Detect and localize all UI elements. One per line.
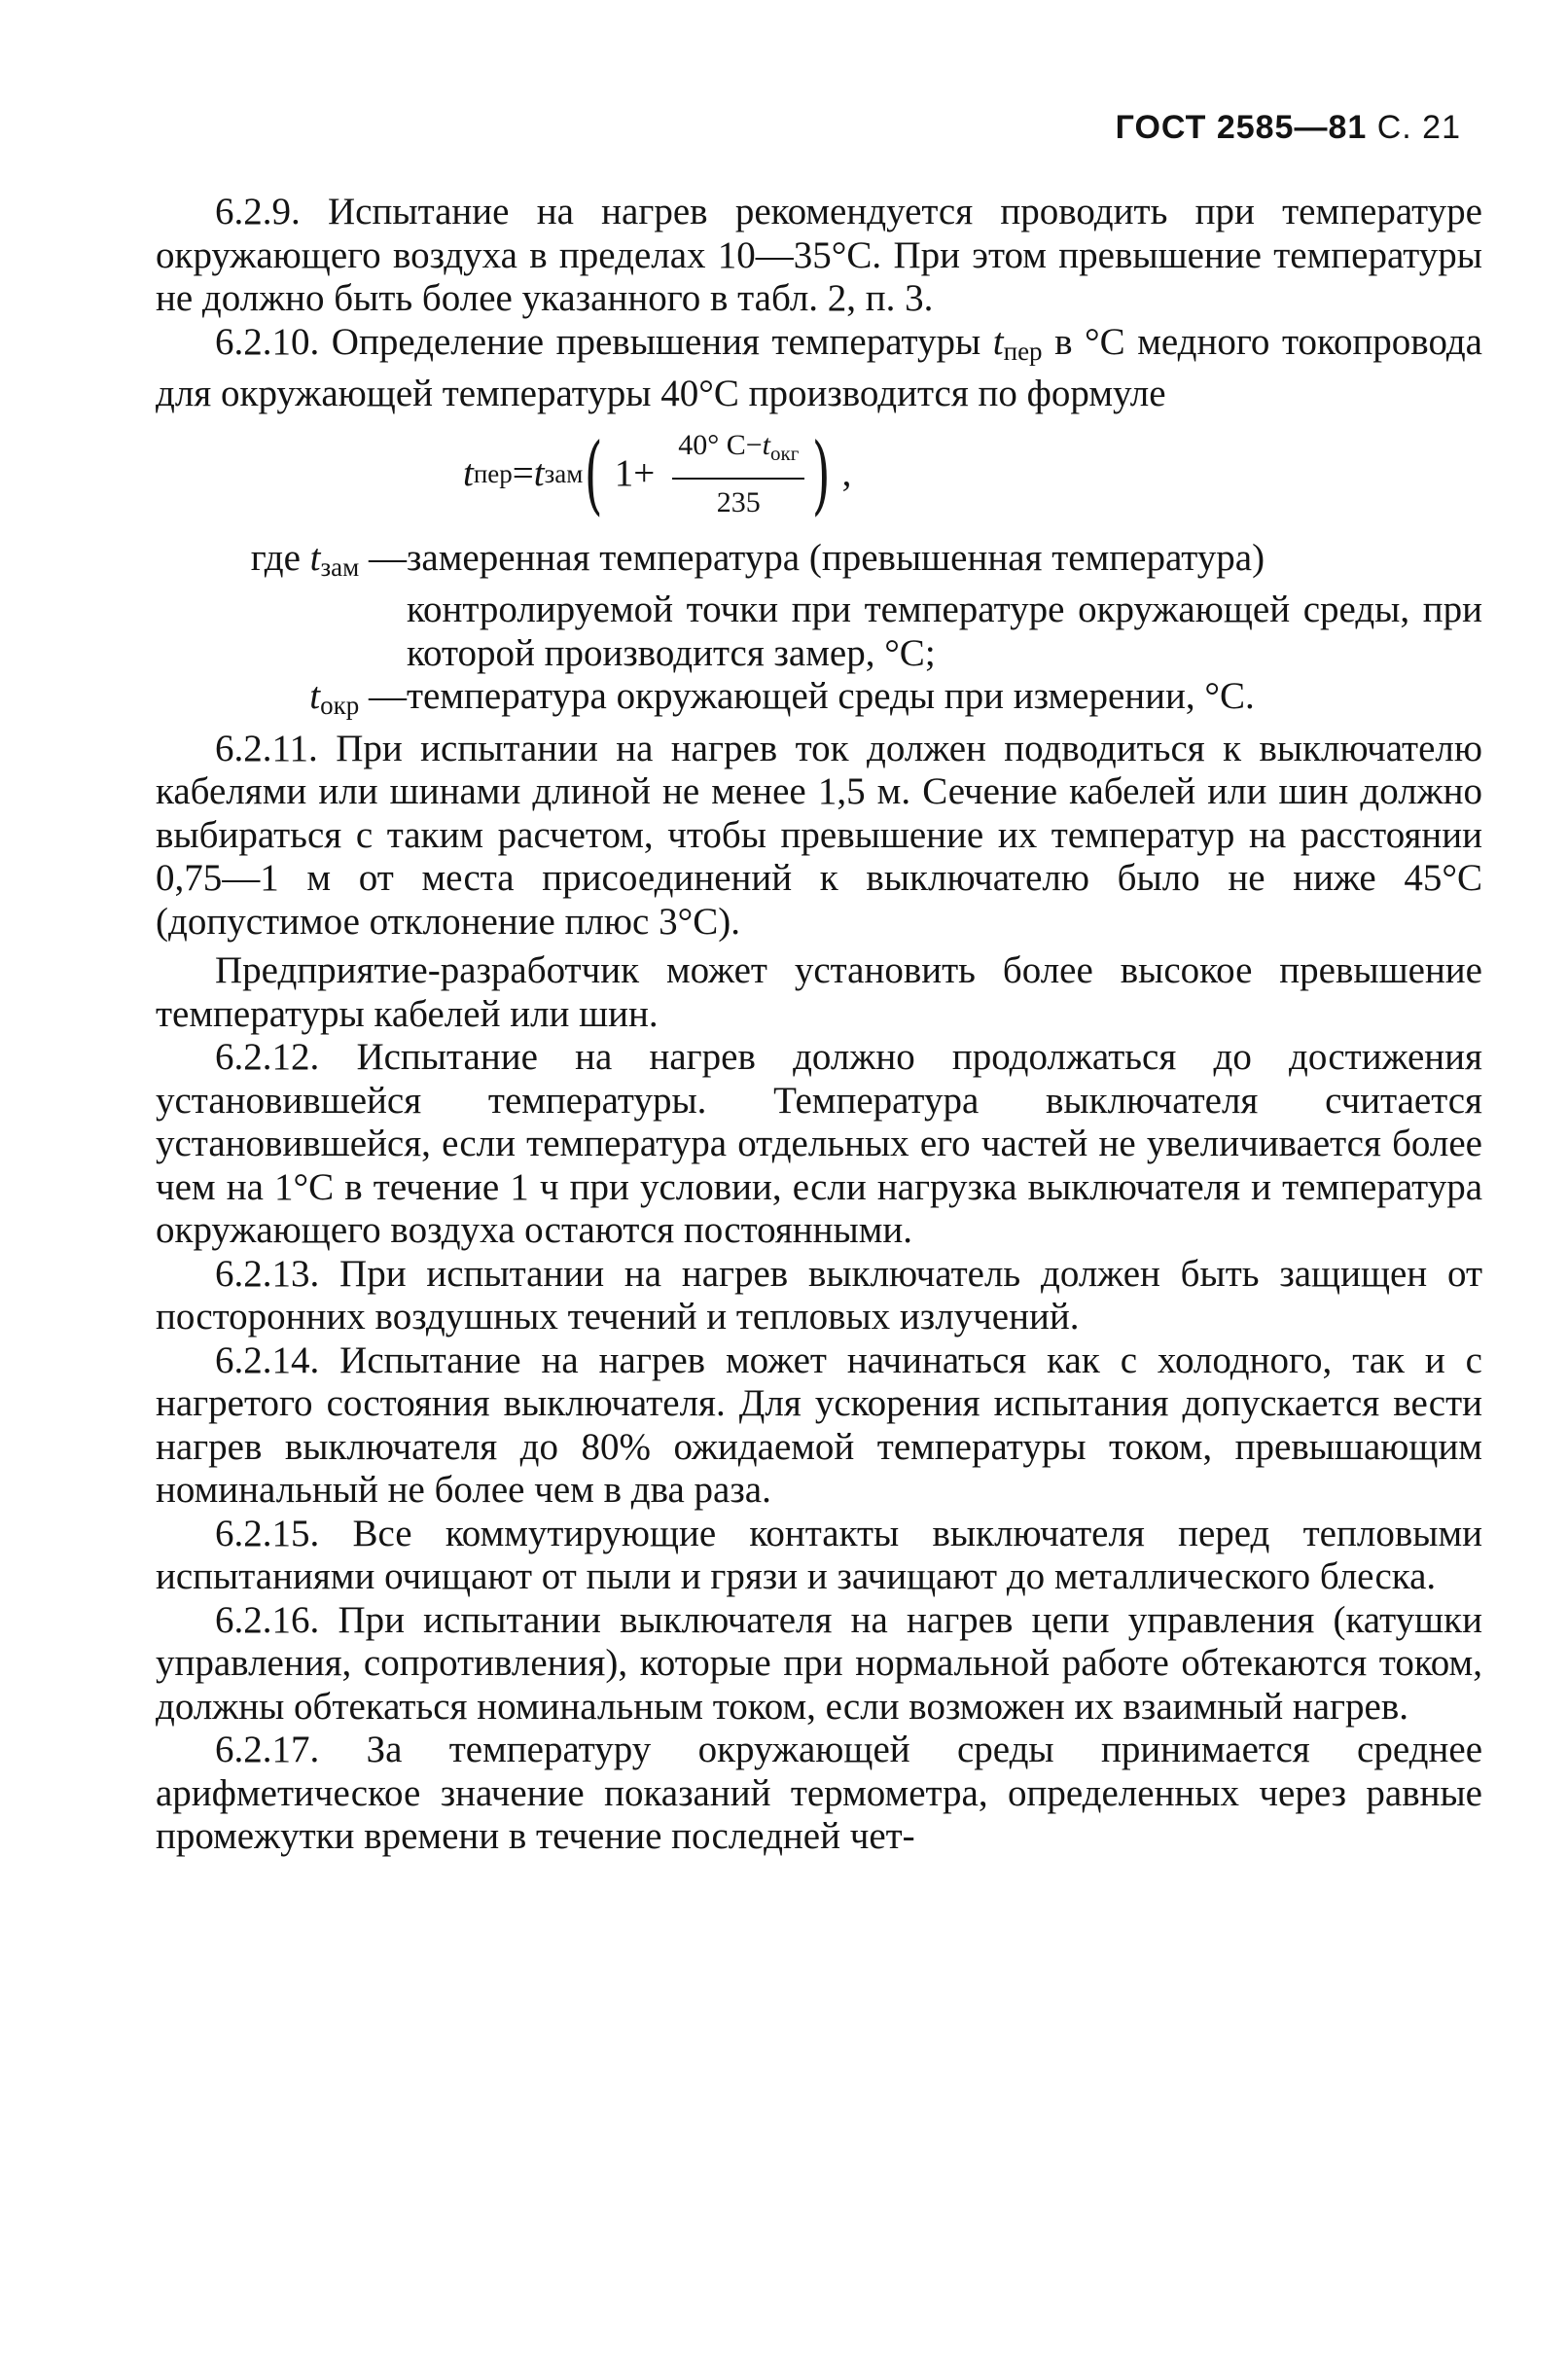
page-number: С. 21: [1376, 109, 1461, 146]
paragraph-6-2-12: 6.2.12. Испытание на нагрев должно продолжаться до достижения установившейся температуры. Температура выключателя считается установившейся, если температура отдельных его частей не увеличивается более чем на 1°С в течение 1 ч при условии, если нагрузка выключателя и температура окружающего воздуха остаются постоянными.: [156, 1036, 1482, 1251]
definition-t-zam: где $t_{зам}$ — замеренная температура (превышенная температура): [250, 536, 1265, 582]
formula-fraction: $\frac{40^\circ С-t_{окг}}{235}$: [672, 424, 804, 524]
paragraph-6-2-17: 6.2.17. За температуру окружающей среды принимается среднее арифметическое значение показаний термометра, определенных через равные промежутки времени в течение последней чет-: [156, 1729, 1482, 1857]
definition-t-zam-cont: контролируемой точки при температуре окружающей среды, при которой производится замер, °С;: [407, 589, 1482, 674]
paragraph-6-2-14: 6.2.14. Испытание на нагрев может начинаться как с холодного, так и с нагретого состояния выключателя. Для ускорения испытания допускается вести нагрев выключателя до 80% ожидаемой температуры током, превышающим номинальный не более чем в два раза.: [156, 1338, 1482, 1511]
paragraph-6-2-13: 6.2.13. При испытании на нагрев выключатель должен быть защищен от посторонних воздушных течений и тепловых излучений.: [156, 1252, 1482, 1338]
formula-t-per: t: [463, 452, 474, 495]
standard-number: ГОСТ 2585—81: [1115, 109, 1368, 146]
page-header: [1116, 109, 1461, 147]
formula-one-plus: 1+: [614, 452, 656, 495]
formula-comma: ,: [841, 452, 852, 495]
paragraph-6-2-15: 6.2.15. Все коммутирующие контакты выключателя перед тепловыми испытаниями очищают от пыли и грязи и зачищают до металлического блеска.: [156, 1512, 1482, 1597]
formula-left-paren: (: [585, 423, 603, 524]
paragraph-6-2-10: 6.2.10. Определение превышения температуры $t_{пер}$ в °С медного токопровода для окружающей температуры 40°С производится по формуле: [156, 320, 1482, 414]
formula-t-zam: t: [533, 452, 545, 495]
paragraph-developer: Предприятие-разработчик может установить более высокое превышение температуры кабелей или шин.: [156, 949, 1482, 1035]
document-body: [156, 191, 1482, 1859]
paragraph-6-2-16: 6.2.16. При испытании выключателя на нагрев цепи управления (катушки управления, сопротивления), которые при нормальной работе обтекаются током, должны обтекаться номинальным током, если возможен их взаимный нагрев.: [156, 1598, 1482, 1728]
paragraph-6-2-11: 6.2.11. При испытании на нагрев ток должен подводиться к выключателю кабелями или шинами длиной не менее 1,5 м. Сечение кабелей или шин должно выбираться с таким расчетом, чтобы превышение их температур на расстоянии 0,75—1 м от места присоединений к выключателю было не ниже 45°С (допустимое отклонение плюс 3°С).: [156, 727, 1482, 943]
paragraph-6-2-9: 6.2.9. Испытание на нагрев рекомендуется проводить при температуре окружающего воздуха в пределах 10—35°С. При этом превышение температуры не должно быть более указанного в табл. 2, п. 3.: [156, 191, 1482, 319]
definition-t-okr: $t_{окр}$ — температура окружающей среды при измерении, °С.: [309, 675, 1255, 720]
formula: t пер = t зам ( 1+ $\frac{40^\circ С-t_{окг}}{235}$ ) ,: [463, 423, 852, 524]
formula-equals: =: [512, 452, 534, 495]
formula-right-paren: ): [812, 423, 831, 524]
formula-definitions: [156, 537, 1482, 728]
